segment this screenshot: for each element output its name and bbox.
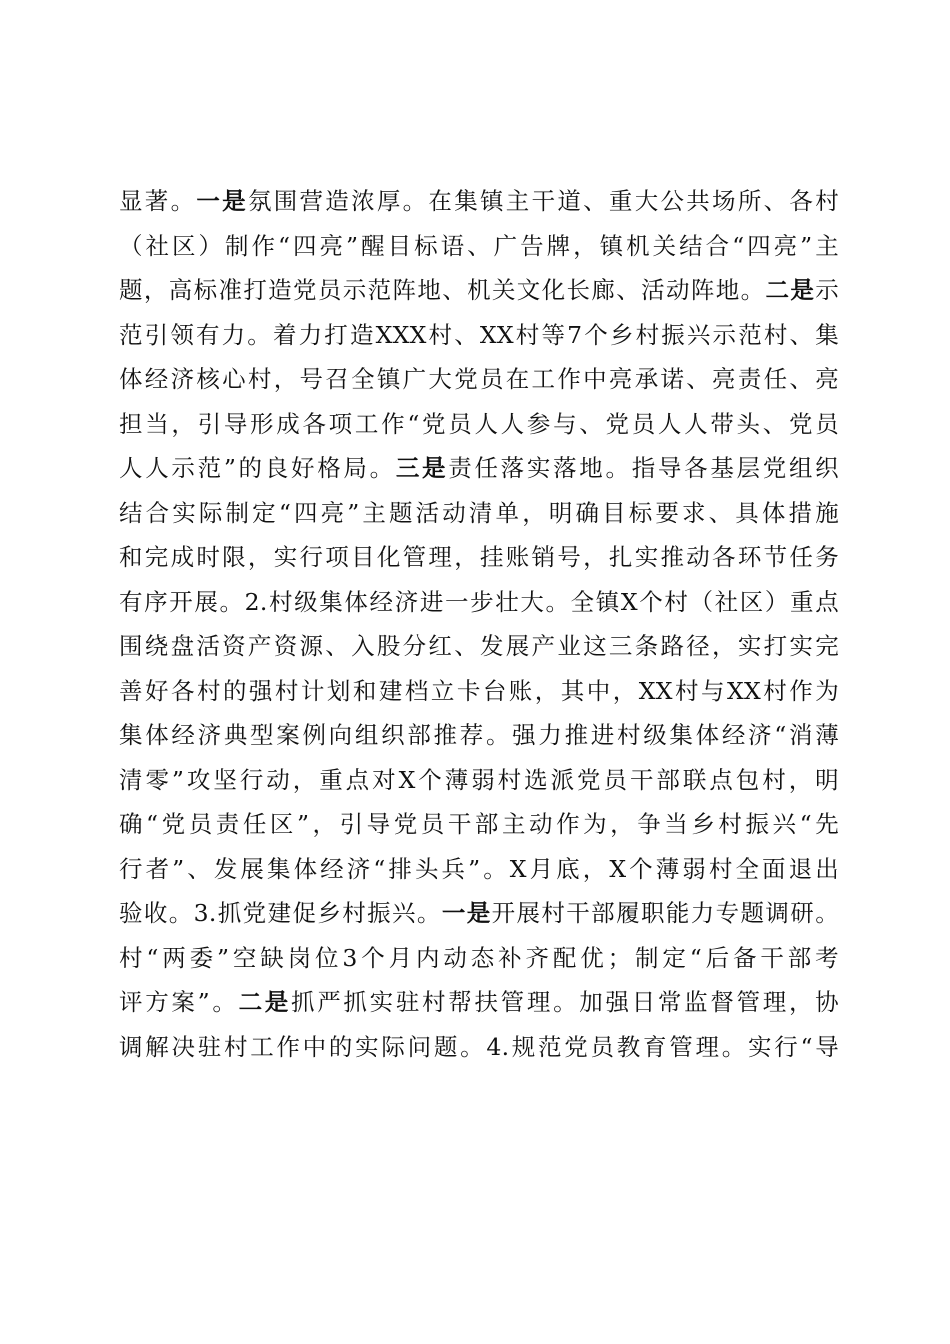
body-text — [119, 179, 839, 1069]
bold-marker: 一是 — [196, 187, 248, 215]
text-line: 行者”、发展集体经济“排头兵”。X月底，X个薄弱村全面退出 — [119, 854, 839, 883]
text-line: 集体经济典型案例向组织部推荐。强力推进村级集体经济“消薄 — [119, 721, 839, 749]
bold-marker: 二是 — [765, 276, 816, 304]
text-line: 有序开展。2.村级集体经济进一步壮大。全镇X个村（社区）重点 — [119, 587, 839, 616]
text-line: 人人示范”的良好格局。三是责任落实落地。指导各基层党组织 — [119, 454, 839, 482]
text-line: 题，高标准打造党员示范阵地、机关文化长廊、活动阵地。二是示 — [119, 276, 839, 304]
text-line: 和完成时限，实行项目化管理，挂账销号，扎实推动各环节任务 — [119, 543, 839, 571]
text-line: 显著。一是氛围营造浓厚。在集镇主干道、重大公共场所、各村 — [119, 187, 839, 215]
text-line: 范引领有力。着力打造XXX村、XX村等7个乡村振兴示范村、集 — [119, 320, 839, 349]
text-line: （社区）制作“四亮”醒目标语、广告牌，镇机关结合“四亮”主 — [119, 231, 839, 260]
text-line: 验收。3.抓党建促乡村振兴。一是开展村干部履职能力专题调研。 — [119, 899, 839, 927]
bold-marker: 三是 — [395, 454, 449, 482]
text-line: 体经济核心村，号召全镇广大党员在工作中亮承诺、亮责任、亮 — [119, 365, 839, 393]
bold-marker: 二是 — [238, 988, 291, 1016]
text-line: 善好各村的强村计划和建档立卡台账，其中，XX村与XX村作为 — [119, 676, 839, 705]
text-line: 调解决驻村工作中的实际问题。4.规范党员教育管理。实行“导 — [119, 1032, 839, 1061]
text-line: 结合实际制定“四亮”主题活动清单，明确目标要求、具体措施 — [119, 498, 839, 527]
text-line: 清零”攻坚行动，重点对X个薄弱村选派党员干部联点包村，明 — [119, 765, 839, 794]
text-line: 确“党员责任区”，引导党员干部主动作为，争当乡村振兴“先 — [119, 810, 839, 838]
text-line: 担当，引导形成各项工作“党员人人参与、党员人人带头、党员 — [119, 409, 839, 438]
text-line: 村“两委”空缺岗位3个月内动态补齐配优；制定“后备干部考 — [119, 943, 839, 972]
bold-marker: 一是 — [441, 899, 492, 927]
text-line: 围绕盘活资产资源、入股分红、发展产业这三条路径，实打实完 — [119, 632, 839, 660]
text-line: 评方案”。二是抓严抓实驻村帮扶管理。加强日常监督管理，协 — [119, 988, 839, 1016]
